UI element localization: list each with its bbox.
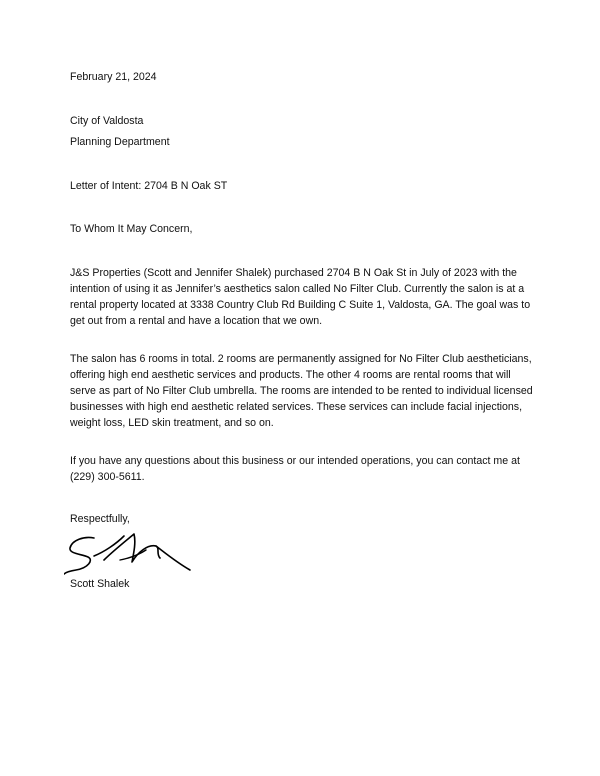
letter-date: February 21, 2024	[70, 71, 157, 83]
closing: Respectfully,	[70, 513, 130, 525]
paragraph-rooms	[70, 351, 540, 431]
paragraph-contact	[70, 453, 540, 485]
recipient-city: City of Valdosta	[70, 115, 144, 127]
handwritten-signature	[64, 530, 194, 580]
paragraph-line: rental property located at 3338 Country Club Rd Building C Suite 1, Valdosta, GA. The goal was to	[70, 299, 531, 311]
letter-subject: Letter of Intent: 2704 B N Oak ST	[70, 180, 228, 192]
paragraph-line: (229) 300-5611.	[70, 471, 145, 483]
paragraph-line: If you have any questions about this business or our intended operations, you can contact me at	[70, 455, 520, 467]
signer-name: Scott Shalek	[70, 578, 130, 590]
paragraph-line: The salon has 6 rooms in total. 2 rooms are permanently assigned for No Filter Club aestheticians,	[70, 353, 532, 365]
paragraph-line: get out from a rental and have a location that we own.	[70, 315, 323, 327]
recipient-department: Planning Department	[70, 136, 170, 148]
paragraph-line: J&S Properties (Scott and Jennifer Shalek) purchased 2704 B N Oak St in July of 2023 with the	[70, 267, 517, 279]
paragraph-line: weight loss, LED skin treatment, and so on.	[70, 417, 274, 429]
paragraph-purchase	[70, 265, 540, 329]
salutation: To Whom It May Concern,	[70, 223, 193, 235]
paragraph-line: serve as part of No Filter Club umbrella. The rooms are intended to be rented to individual licensed	[70, 385, 533, 397]
paragraph-line: offering high end aesthetic services and products. The other 4 rooms are rental rooms that will	[70, 369, 511, 381]
paragraph-line: intention of using it as Jennifer’s aesthetics salon called No Filter Club. Currently the salon is at a	[70, 283, 525, 295]
paragraph-line: businesses with high end aesthetic related services. These services can include facial injections,	[70, 401, 523, 413]
